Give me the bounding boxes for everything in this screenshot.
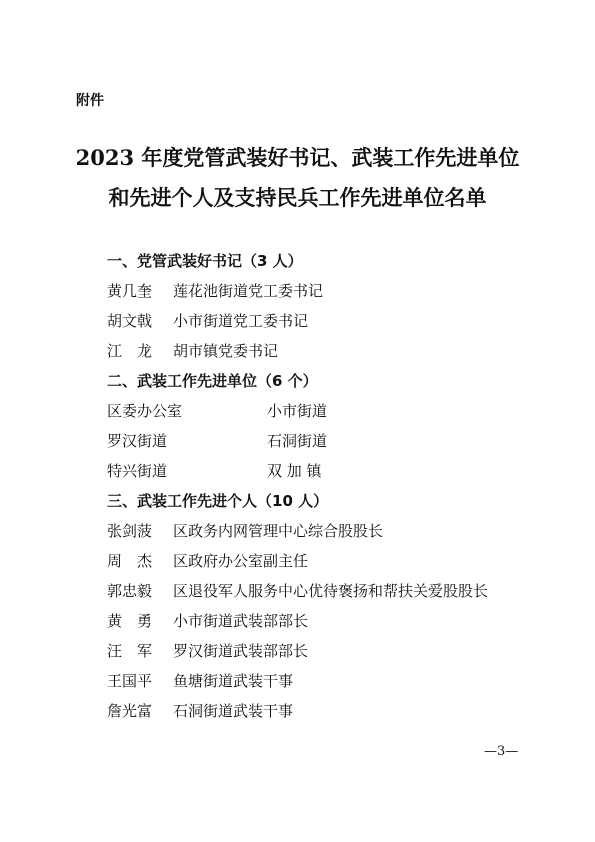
list-item xyxy=(107,336,547,366)
person-name: 江 龙 xyxy=(107,342,153,360)
document-title-line-2: 和先进个人及支持民兵工作先进单位名单 xyxy=(108,185,487,210)
person-name: 周 杰 xyxy=(107,552,153,570)
list-item xyxy=(107,636,547,666)
unit-name: 石洞街道 xyxy=(267,432,328,450)
person-name: 郭忠毅 xyxy=(107,582,153,600)
person-role: 胡市镇党委书记 xyxy=(173,342,279,360)
unit-name: 小市街道 xyxy=(267,402,328,420)
person-name: 黄 勇 xyxy=(107,612,153,630)
person-name: 黄几奎 xyxy=(107,282,153,300)
unit-row xyxy=(107,456,547,486)
person-role: 小市街道武装部部长 xyxy=(173,612,309,630)
unit-name: 区委办公室 xyxy=(107,402,183,420)
person-name: 王国平 xyxy=(107,672,153,690)
person-role: 鱼塘街道武装干事 xyxy=(173,672,294,690)
unit-name: 罗汉街道 xyxy=(107,432,168,450)
list-item xyxy=(107,606,547,636)
person-role: 区政务内网管理中心综合股股长 xyxy=(173,522,384,540)
person-name: 詹光富 xyxy=(107,702,153,720)
person-role: 石洞街道武装干事 xyxy=(173,702,294,720)
list-item xyxy=(107,576,547,606)
unit-row xyxy=(107,426,547,456)
list-item xyxy=(107,306,547,336)
section-heading-good-secretaries: 一、党管武装好书记（3 人） xyxy=(107,252,303,270)
list-item xyxy=(107,696,547,726)
person-name: 张剑菠 xyxy=(107,522,153,540)
person-role: 区退役军人服务中心优待褒扬和帮扶关爱股股长 xyxy=(173,582,489,600)
list-item xyxy=(107,666,547,696)
unit-name: 特兴街道 xyxy=(107,462,168,480)
section-heading-advanced-units: 二、武装工作先进单位（6 个） xyxy=(107,372,318,390)
list-item xyxy=(107,546,547,576)
person-name: 汪 军 xyxy=(107,642,153,660)
document-title-line-1: 2023 年度党管武装好书记、武装工作先进单位 xyxy=(75,145,520,170)
unit-name: 双 加 镇 xyxy=(267,462,322,480)
list-item xyxy=(107,276,547,306)
person-role: 莲花池街道党工委书记 xyxy=(173,282,324,300)
list-content xyxy=(107,246,547,726)
page-number: —3— xyxy=(484,744,519,759)
person-role: 罗汉街道武装部部长 xyxy=(173,642,309,660)
person-role: 小市街道党工委书记 xyxy=(173,312,309,330)
person-role: 区政府办公室副主任 xyxy=(173,552,309,570)
list-item xyxy=(107,516,547,546)
attachment-label: 附件 xyxy=(76,93,104,109)
unit-row xyxy=(107,396,547,426)
person-name: 胡文戟 xyxy=(107,312,153,330)
section-heading-advanced-individuals: 三、武装工作先进个人（10 人） xyxy=(107,492,329,510)
